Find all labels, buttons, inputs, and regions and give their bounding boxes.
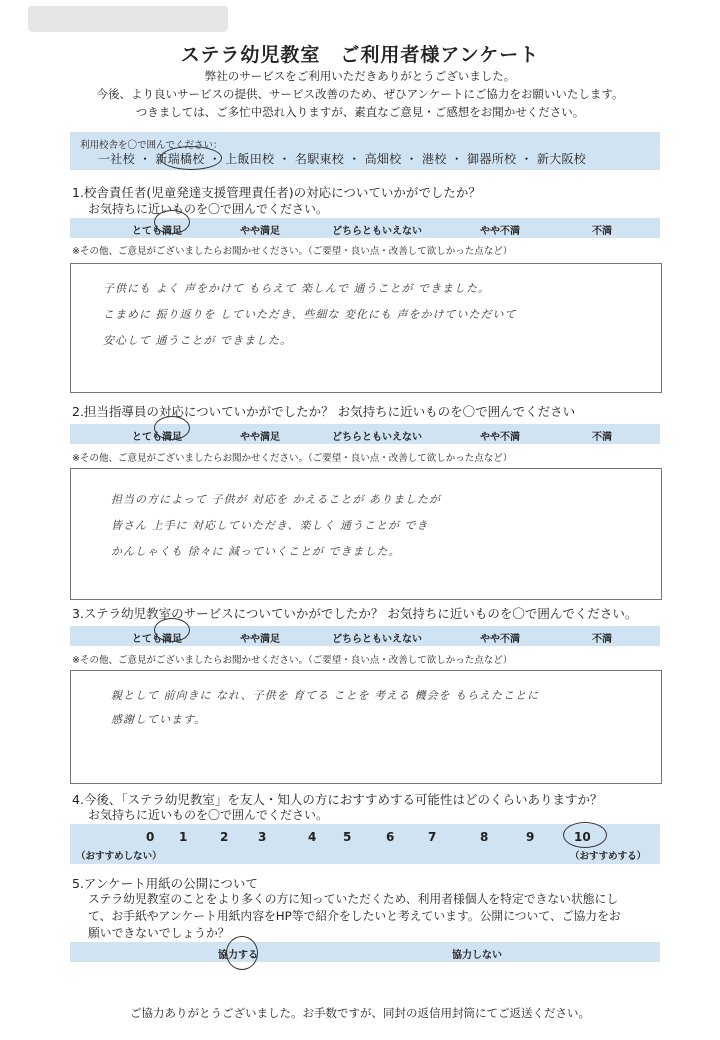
q3-selected-circle	[154, 618, 190, 642]
q2-rating-neutral[interactable]: どちらともいえない	[332, 432, 422, 443]
q3-rating-satisfied[interactable]: やや満足	[240, 634, 280, 645]
q3-rating-very-satisfied[interactable]: とても満足	[132, 634, 182, 645]
q4-scale-6[interactable]: 6	[386, 830, 395, 844]
q4-scale-8[interactable]: 8	[480, 830, 489, 844]
selected-school-circle	[160, 146, 222, 170]
q2-comment-line-2: 皆さん 上手に 対応していただき、楽しく 通うことが でき	[111, 519, 429, 532]
q4-question: 4.今後、「ステラ幼児教室」を友人・知人の方におすすめする可能性はどのくらいありますか？	[72, 792, 603, 807]
q1-question: 1.校舎責任者(児童発達支援管理責任者)の対応についていかがでしたか？	[72, 185, 481, 200]
closing-message: ご協力ありがとうございました。お手数ですが、同封の返信用封筒にてご返送ください。	[130, 1006, 590, 1020]
q3-comment-box[interactable]	[70, 670, 662, 784]
q2-rating-very-satisfied[interactable]: とても満足	[132, 432, 182, 443]
q1-rating-very-satisfied[interactable]: とても満足	[132, 226, 182, 237]
q4-low-label: （おすすめしない）	[76, 851, 162, 862]
q3-question: 3.ステラ幼児教室のサービスについていかがでしたか？ お気持ちに近いものを〇で囲んでください。	[72, 606, 638, 621]
intro-line-3: つきましては、ご多忙中恐れ入りますが、素直なご意見・ご感想をお聞かせください。	[135, 105, 585, 119]
q2-selected-circle	[154, 416, 190, 440]
q4-scale-10[interactable]: 10	[574, 830, 591, 844]
q3-note: ※その他、ご意見がございましたらお聞かせください。（ご要望・良い点・改善して欲しかった点など）	[72, 655, 513, 666]
q5-body-line-3: 願いできないでしょうか？	[88, 926, 230, 940]
q1-instruction: お気持ちに近いものを〇で囲んでください。	[88, 202, 329, 216]
q2-comment-line-3: かんしゃくも 徐々に 減っていくことが できました。	[111, 545, 401, 558]
q4-scale-0[interactable]: 0	[146, 830, 155, 844]
q4-selected-circle	[563, 822, 607, 848]
q2-note: ※その他、ご意見がございましたらお聞かせください。（ご要望・良い点・改善して欲しかった点など）	[72, 453, 513, 464]
q4-scale-9[interactable]: 9	[526, 830, 535, 844]
q4-scale-5[interactable]: 5	[343, 830, 352, 844]
q1-comment-line-1: 子供にも よく 声をかけて もらえて 楽しんで 通うことが できました。	[103, 282, 490, 295]
q2-rating-dissatisfied[interactable]: やや不満	[480, 432, 520, 443]
q1-note: ※その他、ご意見がございましたらお聞かせください。（ご要望・良い点・改善して欲しかった点など）	[72, 246, 513, 257]
q5-agree-option[interactable]: 協力する	[218, 950, 258, 961]
q4-scale-7[interactable]: 7	[428, 830, 437, 844]
q5-selected-circle	[226, 936, 258, 970]
q1-selected-circle	[154, 210, 190, 234]
page-title: ステラ幼児教室 ご利用者様アンケート	[180, 44, 540, 66]
q4-scale-4[interactable]: 4	[308, 830, 317, 844]
q2-comment-line-1: 担当の方によって 子供が 対応を かえることが ありましたが	[111, 493, 441, 506]
q4-scale-1[interactable]: 1	[179, 830, 188, 844]
q5-body-line-2: て、お手紙やアンケート用紙内容をHP等で紹介をしたいと考えています。公開について、ご協力をお	[88, 909, 621, 923]
q5-body-line-1: ステラ幼児教室のことをより多くの方に知っていただくため、利用者様個人を特定できない状態にし	[88, 892, 619, 906]
q1-comment-line-3: 安心して 通うことが できました。	[103, 334, 292, 347]
q1-rating-very-dissatisfied[interactable]: 不満	[592, 226, 612, 237]
q3-rating-dissatisfied[interactable]: やや不満	[480, 634, 520, 645]
q4-scale-3[interactable]: 3	[258, 830, 267, 844]
q2-rating-satisfied[interactable]: やや満足	[240, 432, 280, 443]
q4-high-label: （おすすめする）	[570, 851, 647, 862]
q5-question: 5.アンケート用紙の公開について	[72, 876, 258, 891]
q4-instruction: お気持ちに近いものを〇で囲んでください。	[88, 808, 329, 822]
q1-comment-line-2: こまめに 振り返りを していただき、些細な 変化にも 声をかけていただいて	[103, 308, 517, 321]
schools-label: 利用校舎を〇で囲んでください：	[80, 140, 223, 151]
q5-disagree-option[interactable]: 協力しない	[452, 950, 502, 961]
q2-rating-very-dissatisfied[interactable]: 不満	[592, 432, 612, 443]
q5-choice-band	[70, 942, 660, 962]
intro-line-2: 今後、より良いサービスの提供、サービス改善のため、ぜひアンケートにご協力をお願いいたします。	[96, 87, 624, 101]
intro-line-1: 弊社のサービスをご利用いただきありがとうございました。	[204, 69, 516, 83]
q3-rating-very-dissatisfied[interactable]: 不満	[592, 634, 612, 645]
q1-rating-neutral[interactable]: どちらともいえない	[332, 226, 422, 237]
q1-comment-box[interactable]	[70, 263, 662, 393]
redacted-name	[28, 6, 228, 32]
q1-rating-dissatisfied[interactable]: やや不満	[480, 226, 520, 237]
q3-comment-line-1: 親として 前向きに なれ、子供を 育てる ことを 考える 機会を もらえたことに	[111, 689, 540, 702]
q4-scale-2[interactable]: 2	[220, 830, 229, 844]
schools-list: 一社校 ・ 新瑞橋校 ・ 上飯田校 ・ 名駅東校 ・ 高畑校 ・ 港校 ・ 御器所校 ・ 新大阪校	[98, 152, 587, 166]
q2-comment-box[interactable]	[70, 468, 662, 600]
q1-rating-satisfied[interactable]: やや満足	[240, 226, 280, 237]
q3-rating-neutral[interactable]: どちらともいえない	[332, 634, 422, 645]
q3-comment-line-2: 感謝しています。	[111, 713, 207, 726]
q2-question: 2.担当指導員の対応についていかがでしたか？ お気持ちに近いものを〇で囲んでください	[72, 404, 576, 419]
